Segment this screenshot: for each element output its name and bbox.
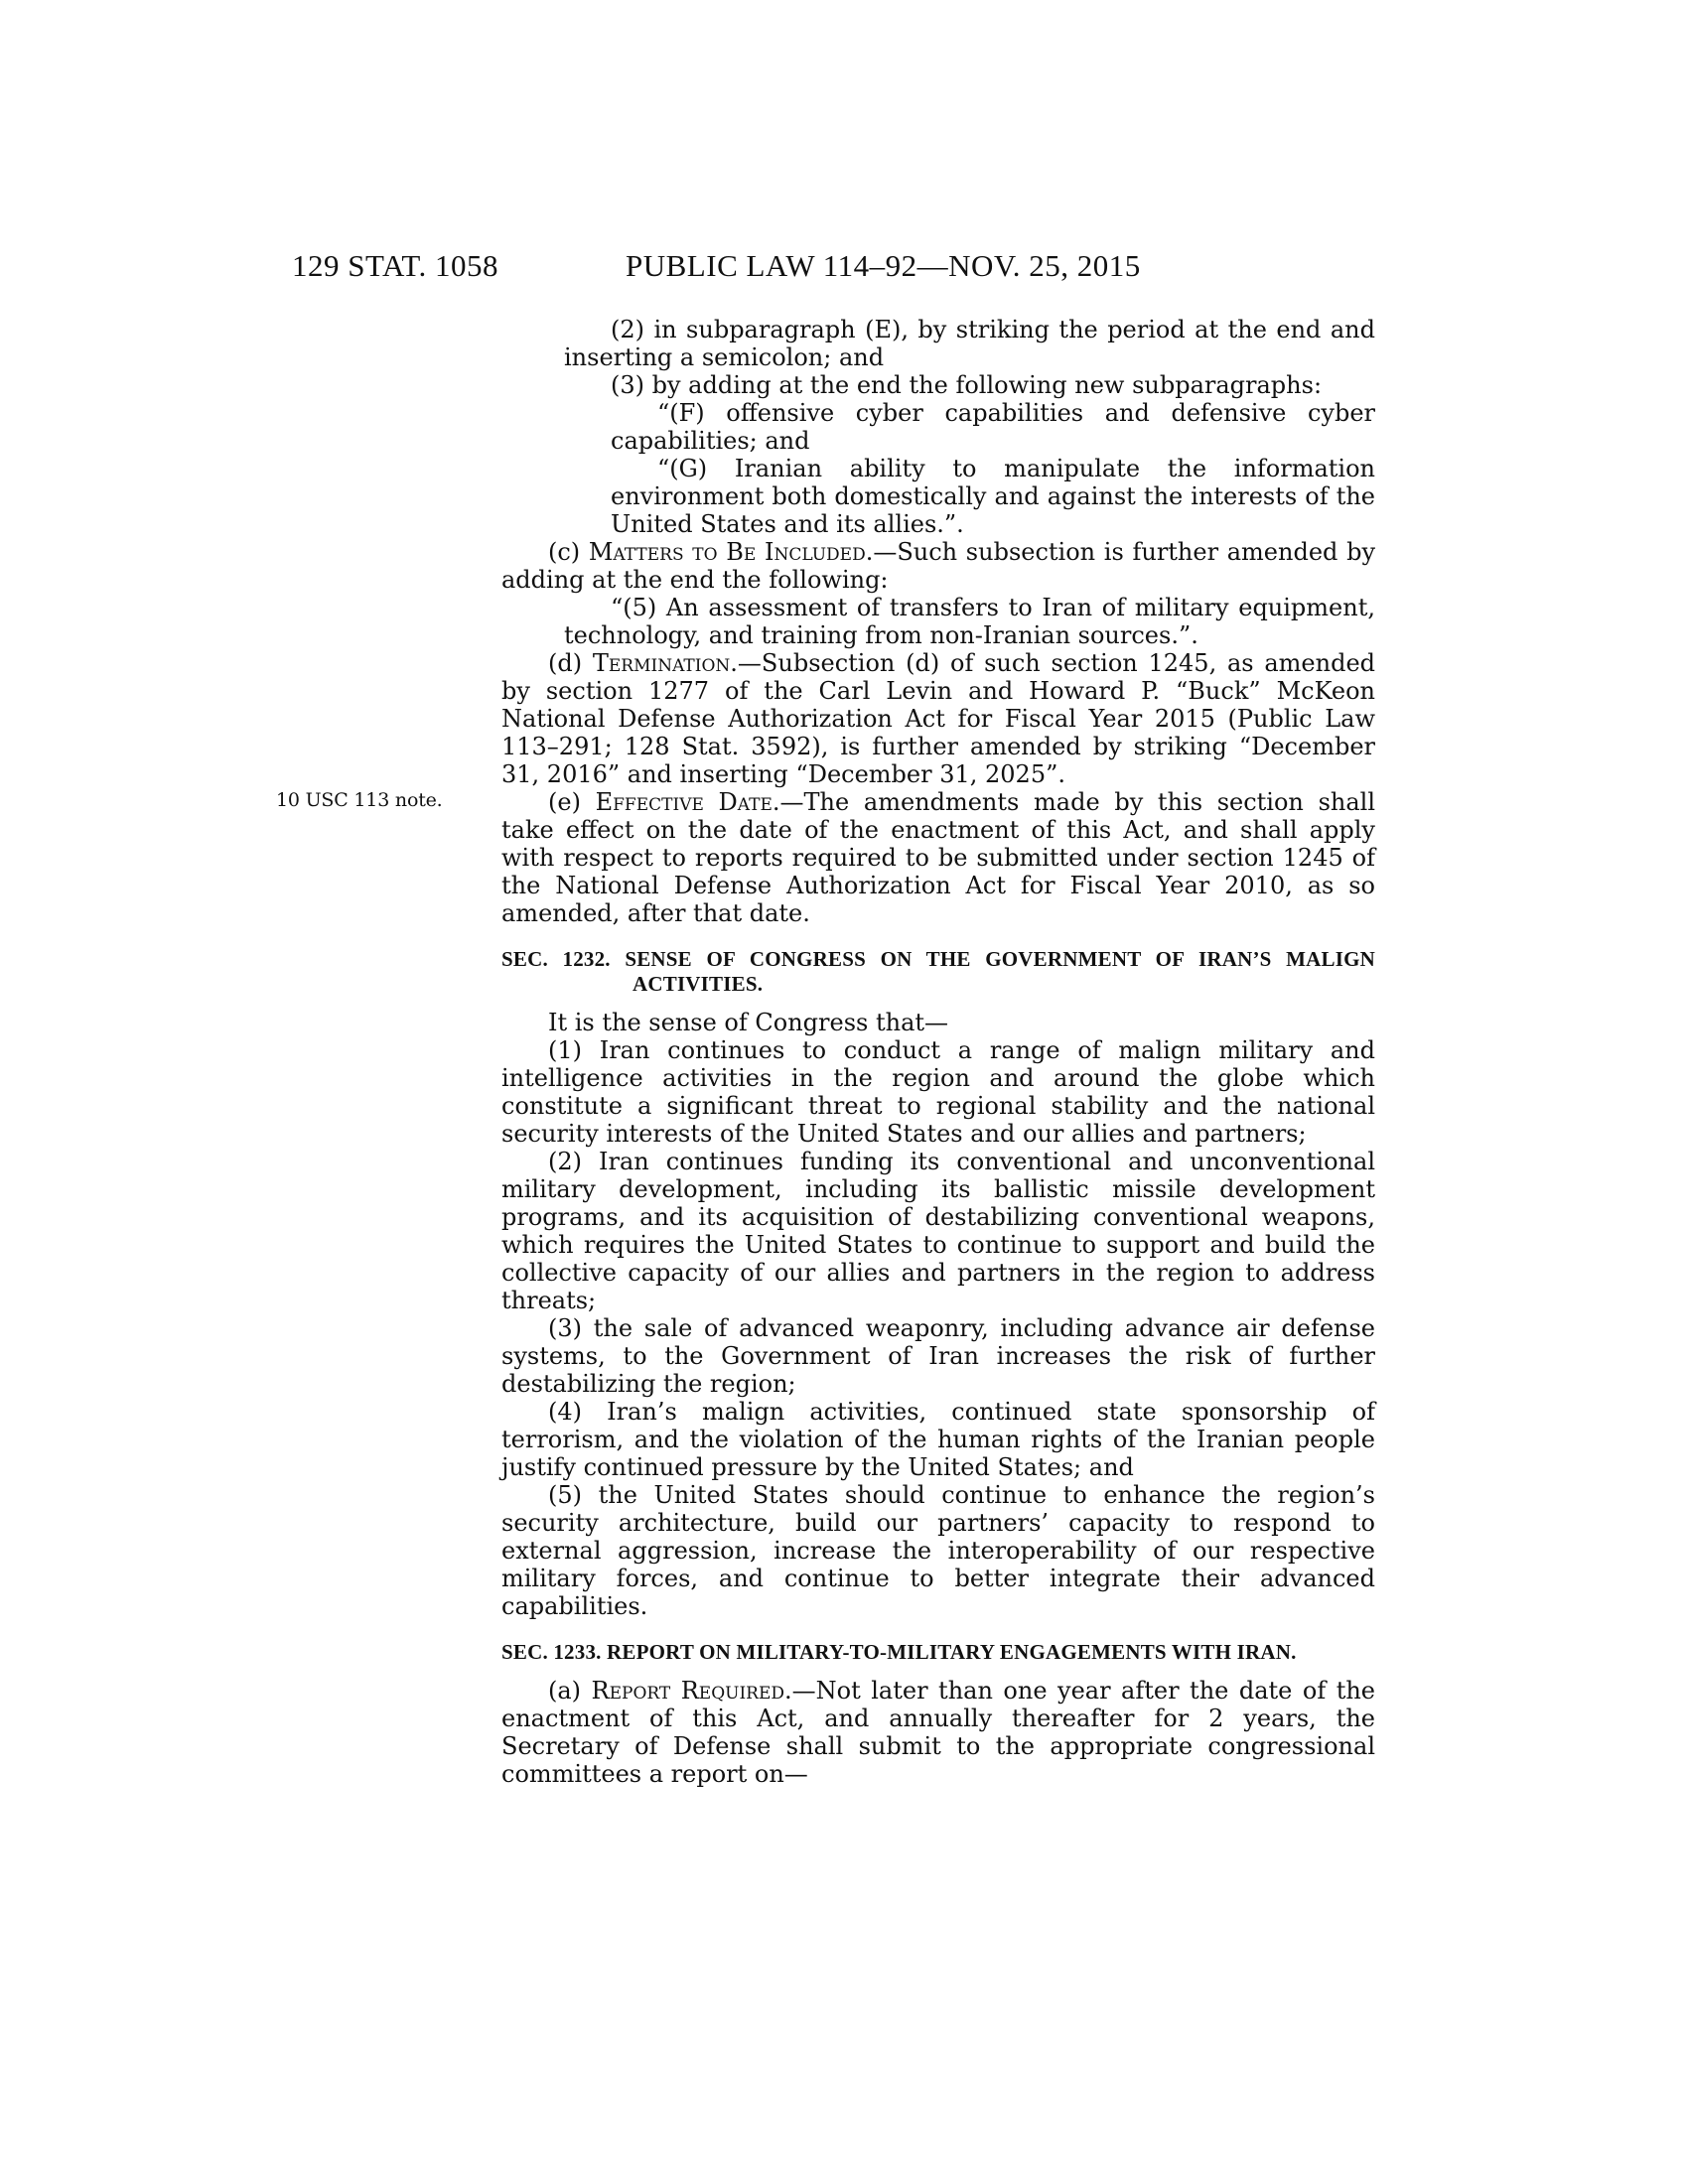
section-1232-item-3: (3) the sale of advanced weaponry, including advance air defense systems, to the Government of Iran increases the risk of further destabilizing the region; xyxy=(501,1314,1375,1398)
public-law-reference: PUBLIC LAW 114–92—NOV. 25, 2015 xyxy=(626,248,1141,283)
section-1233-subsection-a: (a) Report Required.—Not later than one year after the date of the enactment of this Act, and annually thereafter for 2 years, the Secretary of Defense shall submit to the appropriate congressional committees a report on— xyxy=(501,1677,1375,1788)
section-1232-item-5: (5) the United States should continue to enhance the region’s security architecture, build our partners’ capacity to respond to external aggression, increase the interoperability of our respective military forces, and continue to better integrate their advanced capabilities. xyxy=(501,1481,1375,1620)
page-header xyxy=(0,248,1688,288)
stat-reference: 129 STAT. 1058 xyxy=(292,248,499,283)
paragraph-2: (2) in subparagraph (E), by striking the period at the end and inserting a semicolon; and xyxy=(564,316,1375,371)
subparagraph-f: “(F) offensive cyber capabilities and defensive cyber capabilities; and xyxy=(611,399,1375,455)
subsection-c-heading: Matters to Be Included xyxy=(588,538,866,566)
section-1233-heading: SEC. 1233. REPORT ON MILITARY-TO-MILITARY ENGAGEMENTS WITH IRAN. xyxy=(501,1640,1297,1664)
subsection-d-heading: Termination xyxy=(592,649,731,677)
margin-note: 10 USC 113 note. xyxy=(276,789,443,811)
section-1232-item-2: (2) Iran continues funding its conventional and unconventional military development, including its ballistic missile development programs, and its acquisition of destabilizing conventional weapons, which requires the United States to continue to support and build the collective capacity of our allies and partners in the region to address threats; xyxy=(501,1148,1375,1314)
section-1232-item-1: (1) Iran continues to conduct a range of malign military and intelligence activities in the region and around the globe which constitute a significant threat to regional stability and the national security interests of the United States and our allies and partners; xyxy=(501,1036,1375,1148)
subsection-c-quote: “(5) An assessment of transfers to Iran of military equipment, technology, and training from non-Iranian sources.”. xyxy=(564,594,1375,649)
section-1232-heading: SEC. 1232. SENSE OF CONGRESS ON THE GOVERNMENT OF IRAN’S MALIGN ACTIVITIES. xyxy=(501,947,1375,996)
subsection-d: (d) Termination.—Subsection (d) of such section 1245, as amended by section 1277 of the Carl Levin and Howard P. “Buck” McKeon National Defense Authorization Act for Fiscal Year 2015 (Public Law 113–291; 128 Stat. 3592), is further amended by striking “December 31, 2016” and inserting “December 31, 2025”. xyxy=(501,649,1376,788)
subparagraph-g: “(G) Iranian ability to manipulate the information environment both domestically and against the interests of the United States and its allies.”. xyxy=(611,455,1375,538)
section-1232-item-4: (4) Iran’s malign activities, continued state sponsorship of terrorism, and the violation of the human rights of the Iranian people justify continued pressure by the United States; and xyxy=(501,1398,1375,1481)
subsection-c: (c) Matters to Be Included.—Such subsection is further amended by adding at the end the following: xyxy=(501,538,1376,594)
subsection-e: (e) Effective Date.—The amendments made by this section shall take effect on the date of the enactment of this Act, and shall apply with respect to reports required to be submitted under section 1245 of the National Defense Authorization Act for Fiscal Year 2010, as so amended, after that date. xyxy=(501,788,1375,927)
document-body xyxy=(501,316,1375,1788)
section-1233-a-heading: Report Required xyxy=(591,1677,785,1705)
paragraph-3: (3) by adding at the end the following new subparagraphs: xyxy=(611,371,1323,399)
section-1232-intro: It is the sense of Congress that— xyxy=(548,1009,949,1036)
subsection-e-heading: Effective Date xyxy=(595,788,773,816)
